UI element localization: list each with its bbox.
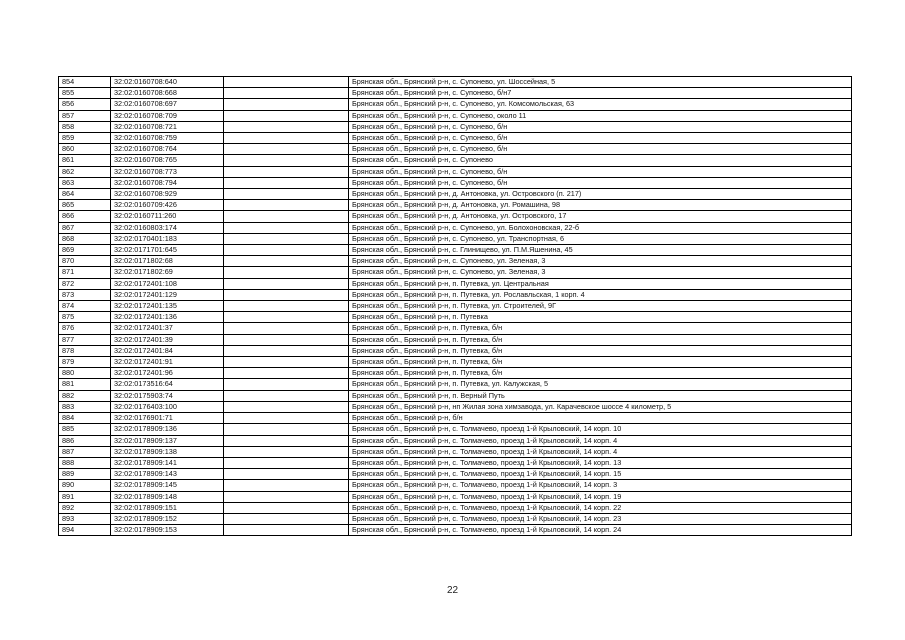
cadastral-number-cell: 32:02:0160708:668 xyxy=(111,88,224,99)
table-row xyxy=(59,189,852,200)
empty-cell xyxy=(224,245,349,256)
address-cell: Брянская обл., Брянский р-н, с. Супонево, б/н xyxy=(349,121,852,132)
address-cell: Брянская обл., Брянский р-н, п. Путевка, ул. Рославльская, 1 корп. 4 xyxy=(349,289,852,300)
row-number-cell: 863 xyxy=(59,177,111,188)
empty-cell xyxy=(224,323,349,334)
cadastral-number-cell: 32:02:0160708:697 xyxy=(111,99,224,110)
row-number-cell: 872 xyxy=(59,278,111,289)
table-row xyxy=(59,312,852,323)
empty-cell xyxy=(224,289,349,300)
cadastral-number-cell: 32:02:0160708:794 xyxy=(111,177,224,188)
cadastral-number-cell: 32:02:0178909:143 xyxy=(111,469,224,480)
cadastral-number-cell: 32:02:0178909:136 xyxy=(111,424,224,435)
row-number-cell: 894 xyxy=(59,525,111,536)
empty-cell xyxy=(224,334,349,345)
empty-cell xyxy=(224,267,349,278)
cadastral-number-cell: 32:02:0176901:71 xyxy=(111,413,224,424)
row-number-cell: 862 xyxy=(59,166,111,177)
table-row xyxy=(59,77,852,88)
table-row xyxy=(59,334,852,345)
address-cell: Брянская обл., Брянский р-н, с. Супонево, ул. Транспортная, 6 xyxy=(349,233,852,244)
address-cell: Брянская обл., Брянский р-н, п. Путевка, ул. Центральная xyxy=(349,278,852,289)
address-cell: Брянская обл., Брянский р-н, с. Супонево, ул. Комсомольская, 63 xyxy=(349,99,852,110)
empty-cell xyxy=(224,312,349,323)
row-number-cell: 867 xyxy=(59,222,111,233)
empty-cell xyxy=(224,233,349,244)
table-row xyxy=(59,513,852,524)
empty-cell xyxy=(224,401,349,412)
cadastral-number-cell: 32:02:0178909:137 xyxy=(111,435,224,446)
table-row xyxy=(59,435,852,446)
table-row xyxy=(59,256,852,267)
address-cell: Брянская обл., Брянский р-н, с. Супонево, б/н7 xyxy=(349,88,852,99)
empty-cell xyxy=(224,424,349,435)
row-number-cell: 874 xyxy=(59,301,111,312)
table-row xyxy=(59,110,852,121)
address-cell: Брянская обл., Брянский р-н, д. Антоновка, ул. Ромашина, 98 xyxy=(349,200,852,211)
cadastral-number-cell: 32:02:0172401:96 xyxy=(111,368,224,379)
address-cell: Брянская обл., Брянский р-н, с. Супонево, ул. Зеленая, 3 xyxy=(349,256,852,267)
cadastral-number-cell: 32:02:0160708:759 xyxy=(111,133,224,144)
empty-cell xyxy=(224,200,349,211)
cadastral-number-cell: 32:02:0172401:108 xyxy=(111,278,224,289)
row-number-cell: 856 xyxy=(59,99,111,110)
empty-cell xyxy=(224,446,349,457)
table-row xyxy=(59,457,852,468)
table-row xyxy=(59,177,852,188)
row-number-cell: 866 xyxy=(59,211,111,222)
address-cell: Брянская обл., Брянский р-н, п. Путевка xyxy=(349,312,852,323)
address-cell: Брянская обл., Брянский р-н, д. Антоновка, ул. Островского, 17 xyxy=(349,211,852,222)
address-cell: Брянская обл., Брянский р-н, п. Путевка, б/н xyxy=(349,345,852,356)
table-row xyxy=(59,390,852,401)
empty-cell xyxy=(224,77,349,88)
row-number-cell: 882 xyxy=(59,390,111,401)
empty-cell xyxy=(224,345,349,356)
address-cell: Брянская обл., Брянский р-н, п. Путевка, б/н xyxy=(349,323,852,334)
row-number-cell: 870 xyxy=(59,256,111,267)
address-cell: Брянская обл., Брянский р-н, п. Путевка, ул. Калужская, 5 xyxy=(349,379,852,390)
table-row xyxy=(59,379,852,390)
address-cell: Брянская обл., Брянский р-н, п. Путевка, б/н xyxy=(349,368,852,379)
table-row xyxy=(59,245,852,256)
cadastral-number-cell: 32:02:0160711:260 xyxy=(111,211,224,222)
table-row xyxy=(59,166,852,177)
cadastral-number-cell: 32:02:0172401:84 xyxy=(111,345,224,356)
cadastral-number-cell: 32:02:0170401:183 xyxy=(111,233,224,244)
table-row xyxy=(59,401,852,412)
row-number-cell: 889 xyxy=(59,469,111,480)
address-cell: Брянская обл., Брянский р-н, б/н xyxy=(349,413,852,424)
row-number-cell: 888 xyxy=(59,457,111,468)
address-cell: Брянская обл., Брянский р-н, с. Толмачево, проезд 1-й Крыловский, 14 корп. 19 xyxy=(349,491,852,502)
cadastral-number-cell: 32:02:0160708:765 xyxy=(111,155,224,166)
empty-cell xyxy=(224,110,349,121)
table-row xyxy=(59,200,852,211)
cadastral-number-cell: 32:02:0175903:74 xyxy=(111,390,224,401)
cadastral-number-cell: 32:02:0178909:151 xyxy=(111,502,224,513)
cadastral-number-cell: 32:02:0172401:136 xyxy=(111,312,224,323)
address-cell: Брянская обл., Брянский р-н, с. Толмачево, проезд 1-й Крыловский, 14 корп. 10 xyxy=(349,424,852,435)
row-number-cell: 893 xyxy=(59,513,111,524)
cadastral-number-cell: 32:02:0160708:640 xyxy=(111,77,224,88)
address-cell: Брянская обл., Брянский р-н, с. Супонево, ул. Шоссейная, 5 xyxy=(349,77,852,88)
empty-cell xyxy=(224,88,349,99)
address-cell: Брянская обл., Брянский р-н, с. Толмачево, проезд 1-й Крыловский, 14 корп. 15 xyxy=(349,469,852,480)
address-cell: Брянская обл., Брянский р-н, с. Толмачево, проезд 1-й Крыловский, 14 корп. 24 xyxy=(349,525,852,536)
table-row xyxy=(59,155,852,166)
row-number-cell: 879 xyxy=(59,357,111,368)
address-cell: Брянская обл., Брянский р-н, п. Путевка, ул. Строителей, 9Г xyxy=(349,301,852,312)
empty-cell xyxy=(224,177,349,188)
row-number-cell: 871 xyxy=(59,267,111,278)
cadastral-number-cell: 32:02:0173516:64 xyxy=(111,379,224,390)
row-number-cell: 858 xyxy=(59,121,111,132)
empty-cell xyxy=(224,368,349,379)
cadastral-number-cell: 32:02:0160803:174 xyxy=(111,222,224,233)
address-cell: Брянская обл., Брянский р-н, с. Супонево, б/н xyxy=(349,177,852,188)
address-cell: Брянская обл., Брянский р-н, с. Толмачево, проезд 1-й Крыловский, 14 корп. 22 xyxy=(349,502,852,513)
cadastral-number-cell: 32:02:0160708:709 xyxy=(111,110,224,121)
table-row xyxy=(59,144,852,155)
address-cell: Брянская обл., Брянский р-н, с. Толмачево, проезд 1-й Крыловский, 14 корп. 3 xyxy=(349,480,852,491)
cadastral-number-cell: 32:02:0178909:145 xyxy=(111,480,224,491)
cadastral-number-cell: 32:02:0171701:645 xyxy=(111,245,224,256)
table-row xyxy=(59,121,852,132)
table-row xyxy=(59,133,852,144)
table-row xyxy=(59,525,852,536)
address-cell: Брянская обл., Брянский р-н, с. Супонево, ул. Болохоновская, 22-б xyxy=(349,222,852,233)
empty-cell xyxy=(224,469,349,480)
empty-cell xyxy=(224,189,349,200)
empty-cell xyxy=(224,457,349,468)
row-number-cell: 860 xyxy=(59,144,111,155)
table-row xyxy=(59,491,852,502)
table-row xyxy=(59,502,852,513)
empty-cell xyxy=(224,256,349,267)
table-row xyxy=(59,289,852,300)
cadastral-number-cell: 32:02:0171802:69 xyxy=(111,267,224,278)
empty-cell xyxy=(224,301,349,312)
empty-cell xyxy=(224,379,349,390)
empty-cell xyxy=(224,357,349,368)
table-row xyxy=(59,323,852,334)
address-cell: Брянская обл., Брянский р-н, с. Супонево, б/н xyxy=(349,166,852,177)
row-number-cell: 891 xyxy=(59,491,111,502)
row-number-cell: 877 xyxy=(59,334,111,345)
cadastral-number-cell: 32:02:0178909:152 xyxy=(111,513,224,524)
row-number-cell: 855 xyxy=(59,88,111,99)
row-number-cell: 873 xyxy=(59,289,111,300)
cadastral-number-cell: 32:02:0171802:68 xyxy=(111,256,224,267)
table-row xyxy=(59,480,852,491)
row-number-cell: 885 xyxy=(59,424,111,435)
table-row xyxy=(59,211,852,222)
address-cell: Брянская обл., Брянский р-н, с. Супонево, б/н xyxy=(349,133,852,144)
empty-cell xyxy=(224,502,349,513)
table-row xyxy=(59,469,852,480)
address-cell: Брянская обл., Брянский р-н, с. Толмачево, проезд 1-й Крыловский, 14 корп. 23 xyxy=(349,513,852,524)
row-number-cell: 892 xyxy=(59,502,111,513)
empty-cell xyxy=(224,166,349,177)
address-cell: Брянская обл., Брянский р-н, с. Супонево, б/н xyxy=(349,144,852,155)
cadastral-number-cell: 32:02:0172401:91 xyxy=(111,357,224,368)
address-cell: Брянская обл., Брянский р-н, д. Антоновка, ул. Островского (п. 217) xyxy=(349,189,852,200)
row-number-cell: 876 xyxy=(59,323,111,334)
table-row xyxy=(59,222,852,233)
table-row xyxy=(59,345,852,356)
row-number-cell: 857 xyxy=(59,110,111,121)
empty-cell xyxy=(224,390,349,401)
table-row xyxy=(59,368,852,379)
row-number-cell: 884 xyxy=(59,413,111,424)
table-row xyxy=(59,99,852,110)
cadastral-number-cell: 32:02:0172401:39 xyxy=(111,334,224,345)
table-row xyxy=(59,446,852,457)
empty-cell xyxy=(224,513,349,524)
table-row xyxy=(59,233,852,244)
empty-cell xyxy=(224,211,349,222)
table-row xyxy=(59,424,852,435)
empty-cell xyxy=(224,144,349,155)
address-cell: Брянская обл., Брянский р-н, с. Толмачево, проезд 1-й Крыловский, 14 корп. 13 xyxy=(349,457,852,468)
empty-cell xyxy=(224,133,349,144)
address-cell: Брянская обл., Брянский р-н, п. Путевка, б/н xyxy=(349,334,852,345)
row-number-cell: 887 xyxy=(59,446,111,457)
row-number-cell: 861 xyxy=(59,155,111,166)
page-number: 22 xyxy=(446,585,459,596)
empty-cell xyxy=(224,222,349,233)
row-number-cell: 859 xyxy=(59,133,111,144)
empty-cell xyxy=(224,99,349,110)
row-number-cell: 883 xyxy=(59,401,111,412)
registry-table-body xyxy=(59,77,852,536)
row-number-cell: 886 xyxy=(59,435,111,446)
row-number-cell: 890 xyxy=(59,480,111,491)
row-number-cell: 878 xyxy=(59,345,111,356)
cadastral-number-cell: 32:02:0160708:764 xyxy=(111,144,224,155)
empty-cell xyxy=(224,435,349,446)
empty-cell xyxy=(224,480,349,491)
address-cell: Брянская обл., Брянский р-н, п. Верный Путь xyxy=(349,390,852,401)
cadastral-number-cell: 32:02:0178909:153 xyxy=(111,525,224,536)
table-row xyxy=(59,413,852,424)
cadastral-number-cell: 32:02:0160709:426 xyxy=(111,200,224,211)
cadastral-number-cell: 32:02:0176403:100 xyxy=(111,401,224,412)
cadastral-number-cell: 32:02:0172401:135 xyxy=(111,301,224,312)
empty-cell xyxy=(224,278,349,289)
address-cell: Брянская обл., Брянский р-н, п. Путевка, б/н xyxy=(349,357,852,368)
cadastral-number-cell: 32:02:0160708:929 xyxy=(111,189,224,200)
address-cell: Брянская обл., Брянский р-н, с. Толмачево, проезд 1-й Крыловский, 14 корп. 4 xyxy=(349,435,852,446)
row-number-cell: 880 xyxy=(59,368,111,379)
address-cell: Брянская обл., Брянский р-н, с. Супонево, ул. Зеленая, 3 xyxy=(349,267,852,278)
address-cell: Брянская обл., Брянский р-н, нп Жилая зона химзавода, ул. Карачевское шоссе 4 километр, 5 xyxy=(349,401,852,412)
row-number-cell: 881 xyxy=(59,379,111,390)
empty-cell xyxy=(224,121,349,132)
cadastral-number-cell: 32:02:0160708:773 xyxy=(111,166,224,177)
cadastral-number-cell: 32:02:0172401:129 xyxy=(111,289,224,300)
address-cell: Брянская обл., Брянский р-н, с. Глинищево, ул. П.М.Яшенина, 45 xyxy=(349,245,852,256)
table-row xyxy=(59,278,852,289)
empty-cell xyxy=(224,525,349,536)
cadastral-number-cell: 32:02:0160708:721 xyxy=(111,121,224,132)
row-number-cell: 865 xyxy=(59,200,111,211)
row-number-cell: 854 xyxy=(59,77,111,88)
empty-cell xyxy=(224,491,349,502)
row-number-cell: 864 xyxy=(59,189,111,200)
cadastral-number-cell: 32:02:0178909:138 xyxy=(111,446,224,457)
table-row xyxy=(59,88,852,99)
address-cell: Брянская обл., Брянский р-н, с. Толмачево, проезд 1-й Крыловский, 14 корп. 4 xyxy=(349,446,852,457)
table-row xyxy=(59,301,852,312)
table-row xyxy=(59,267,852,278)
cadastral-number-cell: 32:02:0172401:37 xyxy=(111,323,224,334)
address-cell: Брянская обл., Брянский р-н, с. Супонево, около 11 xyxy=(349,110,852,121)
cadastral-number-cell: 32:02:0178909:141 xyxy=(111,457,224,468)
empty-cell xyxy=(224,413,349,424)
empty-cell xyxy=(224,155,349,166)
address-cell: Брянская обл., Брянский р-н, с. Супонево xyxy=(349,155,852,166)
property-registry-table xyxy=(58,76,852,536)
table-row xyxy=(59,357,852,368)
row-number-cell: 869 xyxy=(59,245,111,256)
row-number-cell: 875 xyxy=(59,312,111,323)
cadastral-number-cell: 32:02:0178909:148 xyxy=(111,491,224,502)
row-number-cell: 868 xyxy=(59,233,111,244)
